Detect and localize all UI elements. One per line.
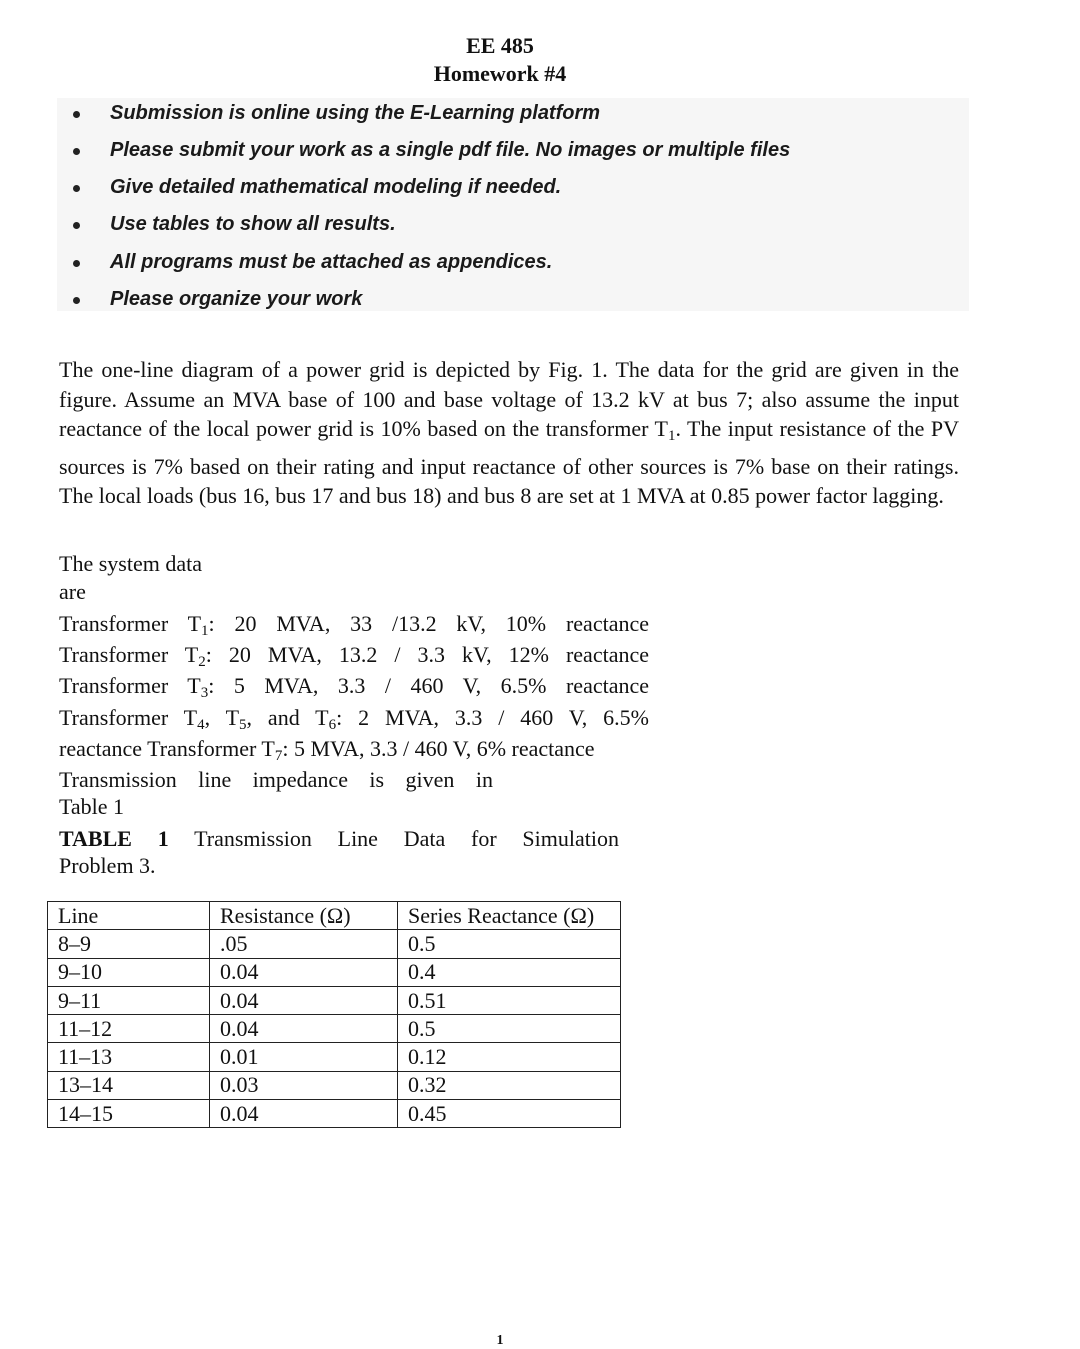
table-row [48, 1100, 621, 1128]
table-cell: .05 [210, 930, 398, 958]
bullet-icon [73, 111, 80, 118]
table-cell: 0.04 [210, 1100, 398, 1128]
table-row [48, 1071, 621, 1099]
table-cell: 9–10 [48, 958, 210, 986]
table-row [48, 986, 621, 1014]
table-cell: 0.45 [398, 1100, 621, 1128]
table-cell: 8–9 [48, 930, 210, 958]
transmission-line-table [47, 901, 621, 1128]
problem-statement: The one-line diagram of a power grid is depicted by Fig. 1. The data for the grid are given in the figure. Assume an MVA base of 100 and base voltage of 13.2 kV at bus 7; also assume the input reactance of the local power grid is 10% based on the transformer $T_1$. The input resistance of the PV sources is 7% based on their rating and input reactance of other sources is 7% base on their ratings. The local loads (bus 16, bus 17 and bus 18) and bus 8 are set at 1 MVA at 0.85 power factor lagging. [59, 357, 960, 508]
table-cell: 11–12 [48, 1015, 210, 1043]
table-cell: 0.4 [398, 958, 621, 986]
page-number: 1 [496, 1333, 504, 1348]
table-cell: 13–14 [48, 1071, 210, 1099]
table-row [48, 1015, 621, 1043]
course-title: EE 485 [466, 33, 534, 58]
table-cell: 0.32 [398, 1071, 621, 1099]
table-caption: TABLE 1 Transmission Line Data for Simulation [59, 826, 619, 851]
bullet-icon [73, 148, 80, 155]
table-cell: 0.01 [210, 1043, 398, 1071]
assignment-title: Homework #4 [433, 61, 567, 86]
instructions-panel [57, 98, 969, 311]
table-header-cell: Resistance (Ω) [210, 902, 398, 930]
transformer-t1-spec: Transformer $T_1$: 20 MVA, 33 /13.2 kV, 10% reactance [59, 611, 649, 639]
system-data-heading: The system data [59, 551, 202, 576]
table-row [48, 958, 621, 986]
table-cell: 0.5 [398, 930, 621, 958]
bullet-icon [73, 297, 80, 304]
table-cell: 0.04 [210, 958, 398, 986]
bullet-icon [73, 260, 80, 267]
table-cell: 11–13 [48, 1043, 210, 1071]
transformer-t456-spec: Transformer $T_4$, $T_5$, and $T_6$: 2 MVA, 3.3 / 460 V, 6.5% [59, 705, 650, 733]
bullet-icon [73, 185, 80, 192]
table-header-cell: Series Reactance (Ω) [398, 902, 621, 930]
table-cell: 9–11 [48, 986, 210, 1014]
table-cell: 0.04 [210, 986, 398, 1014]
table-row [48, 930, 621, 958]
table-cell: 0.51 [398, 986, 621, 1014]
table-cell: 0.12 [398, 1043, 621, 1071]
transformer-t3-spec: Transformer $T_3$: 5 MVA, 3.3 / 460 V, 6.5% reactance [59, 673, 650, 701]
table-header-cell: Line [48, 902, 210, 930]
table-caption-cont: Problem 3. [59, 853, 156, 878]
bullet-icon [73, 222, 80, 229]
table-row [48, 1043, 621, 1071]
table-cell: 0.03 [210, 1071, 398, 1099]
table-cell: 14–15 [48, 1100, 210, 1128]
transformer-t7-spec: reactance Transformer $T_7$: 5 MVA, 3.3 / 460 V, 6% reactance [59, 736, 595, 764]
transmission-line-note-cont: Table 1 [59, 794, 125, 819]
table-header-row [48, 902, 621, 930]
table-cell: 0.5 [398, 1015, 621, 1043]
transformer-t2-spec: Transformer $T_2$: 20 MVA, 13.2 / 3.3 kV, 12% reactance [59, 642, 649, 670]
table-cell: 0.04 [210, 1015, 398, 1043]
system-data-heading-cont: are [59, 579, 86, 604]
transmission-line-note: Transmission line impedance is given in [59, 767, 493, 792]
